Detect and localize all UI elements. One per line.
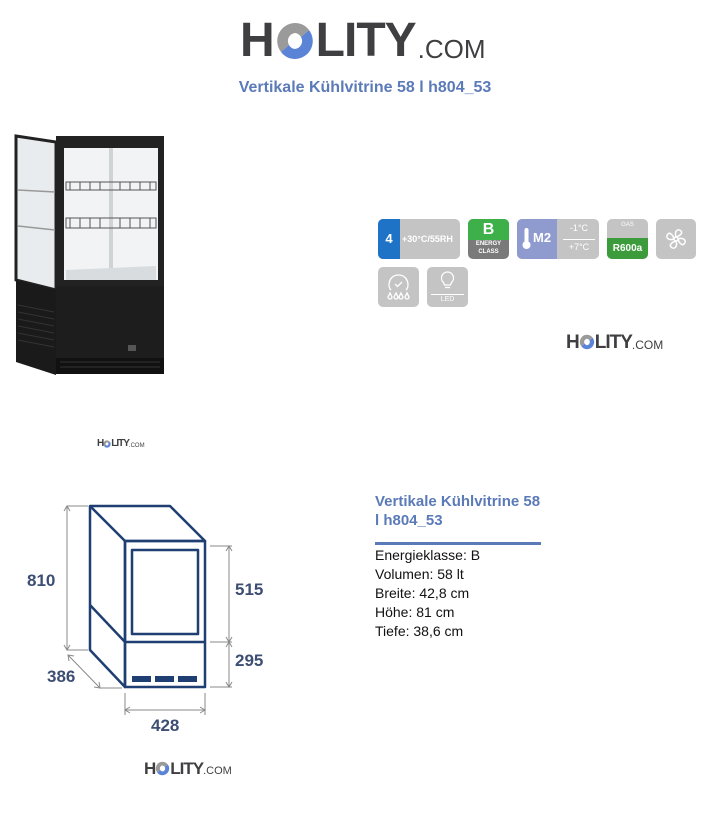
logo-o-icon [275,21,315,61]
holity-logo [240,14,486,67]
badge-defrost [378,267,419,307]
badge-led [427,267,468,307]
page-title: Vertikale Kühlvitrine 58 l h804_53 [238,79,492,96]
gas-value: R600a [607,238,648,259]
energy-class-label-1: ENERGY [475,241,502,247]
spec-height: Höhe: 81 cm [375,604,455,620]
dimension-depth: 386 [47,667,76,686]
badge-fan [656,219,696,259]
spec-title-line-1: Vertikale Kühlvitrine 58 [375,493,541,510]
logo-tld: .COM [417,34,486,64]
energy-class-value: B [468,219,509,240]
energy-class-label-2: CLASS [478,249,499,255]
spec-width: Breite: 42,8 cm [375,585,470,601]
spec-divider [375,542,541,545]
holity-logo-small: H LITY .COM [566,332,664,353]
spec-title [375,492,575,530]
badge-gas [607,219,648,259]
logo-o-icon [103,440,111,448]
lightbulb-icon [440,271,455,296]
thermometer-icon [522,228,531,255]
climate-class-value: 4 [378,219,400,259]
badge-climate-class [378,219,460,259]
product-image [10,130,170,382]
dimension-width: 428 [151,716,180,735]
spec-depth: Tiefe: 38,6 cm [375,623,464,639]
climate-class-label: +30°C/55RH [402,234,453,244]
fan-icon [664,227,688,256]
holity-logo-bottom: H LITY .COM [144,759,232,778]
led-label: LED [440,296,455,303]
temperature-min: +7°C [568,242,590,252]
spec-list [375,546,480,641]
defrost-icon [385,273,412,306]
temperature-max: -1°C [569,223,589,233]
logo-o-icon [579,334,595,350]
spec-volume: Volumen: 58 lt [375,566,464,582]
logo-o-icon [155,761,170,776]
divider [563,239,595,240]
logo-letter-h: H [240,14,274,67]
holity-logo-tiny: H LITY .COM [97,438,145,449]
badge-temperature [517,219,599,259]
dimension-diagram [20,500,280,740]
temperature-class: M2 [533,230,552,245]
dimension-height-bottom: 295 [235,651,264,670]
gas-label: GAS [621,222,634,228]
dimension-height-total: 810 [27,571,56,590]
logo-letters: LITY [315,14,416,67]
spec-energy-class: Energieklasse: B [375,547,481,563]
dimension-height-top: 515 [235,580,264,599]
badge-energy-class [468,219,509,259]
spec-title-line-2: l h804_53 [375,512,443,529]
